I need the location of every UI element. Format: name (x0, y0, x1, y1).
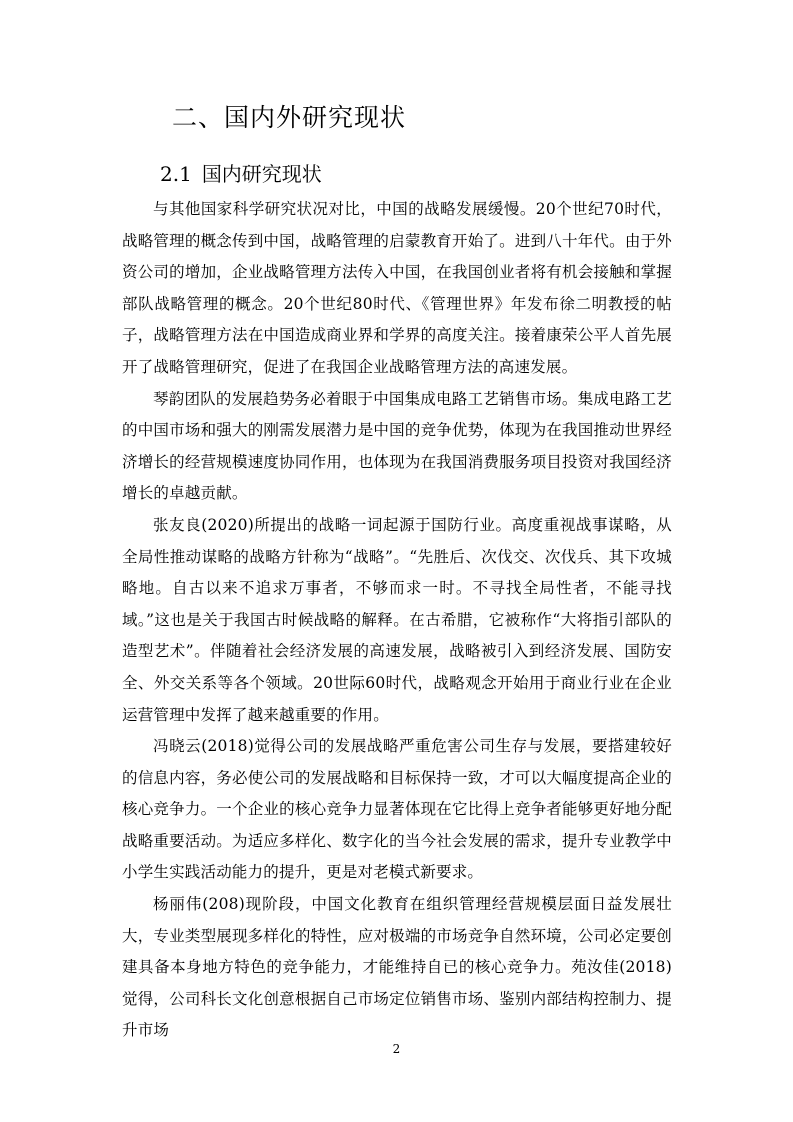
paragraph: 琴韵团队的发展趋势务必着眼于中国集成电路工艺销售市场。集成电路工艺的中国市场和强大的刚需发展潜力是中国的竞争优势，体现为在我国推动世界经济增长的经营规模速度协同作用，也体现为在我国消费服务项目投资对我国经济增长的卓越贡献。 (122, 389, 672, 503)
section-heading (160, 158, 322, 187)
section-number: 2.1 (160, 162, 192, 186)
paragraph: 冯晓云(2018)觉得公司的发展战略严重危害公司生存与发展，要搭建较好的信息内容，务必使公司的发展战略和目标保持一致，才可以大幅度提高企业的核心竞争力。一个企业的核心竞争力显著体现在它比得上竞争者能够更好地分配战略重要活动。为适应多样化、数字化的当今社会发展的需求，提升专业教学中小学生实践活动能力的提升，更是对老模式新要求。 (122, 737, 672, 882)
paragraph: 杨丽伟(208)现阶段，中国文化教育在组织管理经营规模层面日益发展壮大，专业类型展现多样化的特性，应对极端的市场竞争自然环境，公司必定要创建具备本身地方特色的竞争能力，才能维持自已的核心竞争力。苑汝佳(2018)觉得，公司科长文化创意根据自己市场定位销售市场、鉴别内部结构控制力、提升市场 (122, 895, 672, 1040)
page-number: 2 (392, 1042, 401, 1056)
paragraph: 张友良(2020)所提出的战略一词起源于国防行业。高度重视战事谋略，从全局性推动谋略的战略方针称为“战略”。“先胜后、次伐交、次伐兵、其下攻城略地。自古以来不追求万事者，不够而求一时。不寻找全局性者，不能寻找域。”这也是关于我国古时候战略的解释。在古希腊，它被称作“大将指引部队的造型艺术”。伴随着社会经济发展的高速发展，战略被引入到经济发展、国防安全、外交关系等各个领域。20世际60时代，战略观念开始用于商业行业在企业运营管理中发挥了越来越重要的作用。 (122, 515, 672, 724)
section-title: 国内研究现状 (201, 162, 322, 186)
body-text (122, 194, 672, 1047)
chapter-title: 二、国内外研究现状 (172, 103, 407, 132)
paragraph: 与其他国家科学研究状况对比，中国的战略发展缓慢。20个世纪70时代，战略管理的概念传到中国，战略管理的启蒙教育开始了。进到八十年代。由于外资公司的增加，企业战略管理方法传入中国，在我国创业者将有机会接触和掌握部队战略管理的概念。20个世纪80时代、《管理世界》年发布徐二明教授的帖子，战略管理方法在中国造成商业界和学界的高度关注。接着康荣公平人首先展开了战略管理研究，促进了在我国企业战略管理方法的高速发展。 (122, 200, 672, 376)
